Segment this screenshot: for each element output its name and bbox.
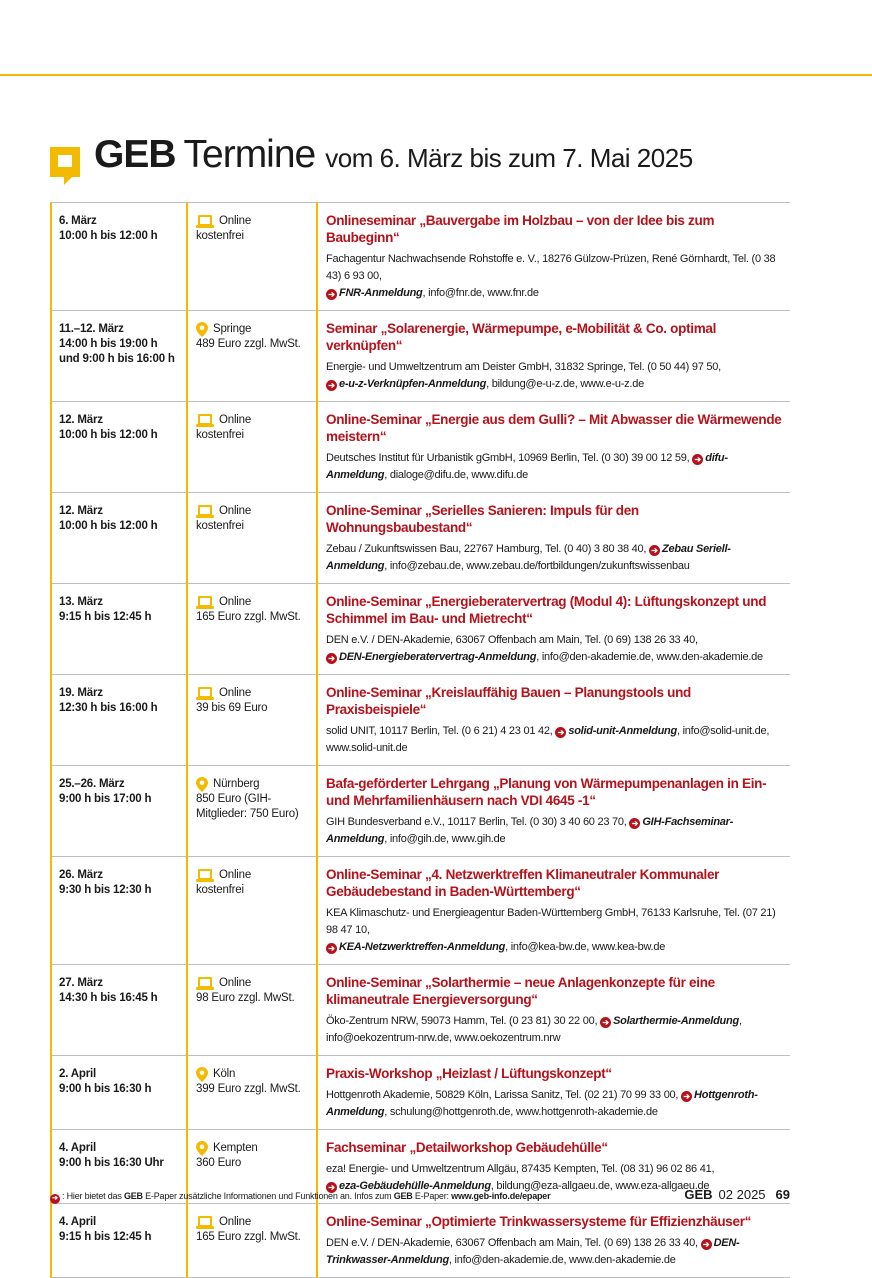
- event-location: Online: [219, 1216, 252, 1228]
- event-emails: , info@kea-bw.de, www.kea-bw.de: [505, 941, 666, 953]
- laptop-icon: [196, 505, 214, 518]
- event-organizer: KEA Klimaschutz- und Energieagentur Baden-Württemberg GmbH, 76133 Karlsruhe, Tel. (07 21) 98 47 10,: [326, 907, 776, 936]
- event-row: [51, 402, 790, 493]
- event-datetime: [51, 675, 187, 766]
- event-contact: [326, 814, 788, 848]
- event-row: [51, 493, 790, 584]
- footer-page-info: [684, 1187, 790, 1202]
- event-title: Seminar „Solarenergie, Wärmepumpe, e-Mobilität & Co. optimal verknüpfen“: [326, 321, 717, 353]
- event-datetime: [51, 493, 187, 584]
- event-date: 26. März: [59, 869, 103, 881]
- event-organizer: Hottgenroth Akademie, 50829 Köln, Larissa Sanitz, Tel. (02 21) 70 99 33 00,: [326, 1089, 682, 1101]
- registration-link[interactable]: Zebau Seriell-Anmeldung: [326, 543, 731, 572]
- event-location: Online: [219, 505, 252, 517]
- pin-icon: [196, 777, 208, 792]
- event-emails: , info@zebau.de, www.zebau.de/fortbildungen/zukunftswissenbau: [384, 560, 690, 572]
- event-time: 9:15 h bis 12:45 h: [59, 1231, 152, 1243]
- event-emails: , bildung@eza-allgaeu.de, www.eza-allgaeu.de: [490, 1180, 710, 1192]
- event-emails: , info@gih.de, www.gih.de: [384, 833, 506, 845]
- event-title: Online-Seminar „Solarthermie – neue Anlagenkonzepte für eine klimaneutrale Energieversorgung“: [326, 975, 715, 1007]
- event-price: 165 Euro zzgl. MwSt.: [196, 1231, 301, 1243]
- registration-arrow-icon: ➔: [326, 289, 337, 300]
- event-time: 10:00 h bis 12:00 h: [59, 520, 158, 532]
- registration-link[interactable]: Hottgenroth-Anmeldung: [326, 1089, 758, 1118]
- event-organizer: Deutsches Institut für Urbanistik gGmbH, 10969 Berlin, Tel. (0 30) 39 00 12 59,: [326, 452, 693, 464]
- event-title: Online-Seminar „4. Netzwerktreffen Klimaneutraler Kommunaler Gebäudebestand in Baden-Württemberg“: [326, 867, 720, 899]
- event-location: Online: [219, 414, 252, 426]
- event-price: 850 Euro (GIH-Mitglieder: 750 Euro): [196, 793, 299, 820]
- event-info: [317, 766, 790, 857]
- event-date: 13. März: [59, 596, 103, 608]
- event-emails: , schulung@hottgenroth.de, www.hottgenroth-akademie.de: [384, 1106, 658, 1118]
- event-datetime: [51, 1204, 187, 1278]
- event-location: Springe: [213, 323, 252, 335]
- event-emails: , info@oekozentrum-nrw.de, www.oekozentrum.nrw: [326, 1015, 742, 1044]
- registration-link[interactable]: e-u-z-Verknüpfen-Anmeldung: [339, 378, 487, 390]
- event-row: [51, 675, 790, 766]
- event-date: 4. April: [59, 1142, 96, 1154]
- event-datetime: [51, 1056, 187, 1130]
- event-location-cell: [187, 965, 317, 1056]
- event-datetime: [51, 965, 187, 1056]
- event-organizer: Öko-Zentrum NRW, 59073 Hamm, Tel. (0 23 81) 30 22 00,: [326, 1015, 601, 1027]
- event-time: 10:00 h bis 12:00 h: [59, 230, 158, 242]
- event-emails: , info@fnr.de, www.fnr.de: [422, 287, 539, 299]
- event-price: kostenfrei: [196, 429, 244, 441]
- registration-link[interactable]: eza-Gebäudehülle-Anmeldung: [339, 1180, 491, 1192]
- event-info: [317, 311, 790, 402]
- event-emails: , bildung@e-u-z.de, www.e-u-z.de: [486, 378, 644, 390]
- event-contact: [326, 1235, 788, 1269]
- registration-link[interactable]: Solarthermie-Anmeldung: [613, 1015, 739, 1027]
- event-emails: , dialoge@difu.de, www.difu.de: [384, 469, 528, 481]
- event-contact: [326, 905, 788, 956]
- registration-link[interactable]: difu-Anmeldung: [326, 452, 728, 481]
- event-location: Online: [219, 596, 252, 608]
- event-price: 489 Euro zzgl. MwSt.: [196, 338, 301, 350]
- event-row: [51, 203, 790, 311]
- registration-arrow-icon: ➔: [600, 1017, 611, 1028]
- registration-arrow-icon: ➔: [629, 818, 640, 829]
- heading-word: Termine: [183, 133, 316, 176]
- geb-logo-icon: [50, 147, 80, 177]
- registration-arrow-icon: ➔: [692, 454, 703, 465]
- pin-icon: [196, 1141, 208, 1156]
- event-time: 12:30 h bis 16:00 h: [59, 702, 158, 714]
- event-time: 9:00 h bis 16:30 h: [59, 1083, 152, 1095]
- registration-arrow-icon: ➔: [326, 380, 337, 391]
- event-datetime: [51, 311, 187, 402]
- footer-issue: 02 2025: [718, 1187, 766, 1202]
- registration-arrow-icon: ➔: [555, 727, 566, 738]
- event-location-cell: [187, 766, 317, 857]
- event-info: [317, 1204, 790, 1278]
- event-title: Online-Seminar „Energieberatervertrag (Modul 4): Lüftungskonzept und Schimmel im Bau- und Mietrecht“: [326, 594, 767, 626]
- page-heading: [50, 133, 693, 183]
- footer-note: ➔ : Hier bietet das GEB E-Paper zusätzliche Informationen und Funktionen an. Infos zum GEB E-Paper: www.geb-info.de/epaper: [50, 1191, 550, 1204]
- event-organizer: Zebau / Zukunftswissen Bau, 22767 Hamburg, Tel. (0 40) 3 80 38 40,: [326, 543, 650, 555]
- laptop-icon: [196, 869, 214, 882]
- events-table: [50, 202, 790, 1278]
- event-info: [317, 584, 790, 675]
- event-title: Online-Seminar „Energie aus dem Gulli? – Mit Abwasser die Wärmewende meistern“: [326, 412, 782, 444]
- event-info: [317, 1056, 790, 1130]
- event-location-cell: [187, 1056, 317, 1130]
- event-datetime: [51, 857, 187, 965]
- registration-arrow-icon: ➔: [649, 545, 660, 556]
- registration-arrow-icon: ➔: [326, 943, 337, 954]
- event-row: [51, 311, 790, 402]
- event-datetime: [51, 584, 187, 675]
- event-time: 9:00 h bis 16:30 Uhr: [59, 1157, 164, 1169]
- event-info: [317, 493, 790, 584]
- event-row: [51, 1204, 790, 1278]
- event-price: kostenfrei: [196, 884, 244, 896]
- event-time: 9:15 h bis 12:45 h: [59, 611, 152, 623]
- event-contact: [326, 632, 788, 666]
- event-info: [317, 965, 790, 1056]
- footer-brand: GEB: [684, 1187, 713, 1202]
- event-date: 2. April: [59, 1068, 96, 1080]
- laptop-icon: [196, 414, 214, 427]
- event-price: 360 Euro: [196, 1157, 242, 1169]
- event-price: 98 Euro zzgl. MwSt.: [196, 992, 295, 1004]
- event-row: [51, 584, 790, 675]
- event-organizer: GIH Bundesverband e.V., 10117 Berlin, Tel. (0 30) 3 40 60 23 70,: [326, 816, 630, 828]
- laptop-icon: [196, 977, 214, 990]
- event-price: 399 Euro zzgl. MwSt.: [196, 1083, 301, 1095]
- event-info: [317, 675, 790, 766]
- registration-link[interactable]: GIH-Fachseminar-Anmeldung: [326, 816, 734, 845]
- event-location-cell: [187, 857, 317, 965]
- event-location-cell: [187, 584, 317, 675]
- event-title: Online-Seminar „Kreislauffähig Bauen – Planungstools und Praxisbeispiele“: [326, 685, 692, 717]
- laptop-icon: [196, 215, 214, 228]
- event-contact: [326, 359, 788, 393]
- event-title: Bafa-geförderter Lehrgang „Planung von Wärmepumpenanlagen in Ein- und Mehrfamilienhäusern nach VDI 4645 -1“: [326, 776, 767, 808]
- event-title: Fachseminar „Detailworkshop Gebäudehülle“: [326, 1140, 608, 1155]
- event-location: Kempten: [213, 1142, 258, 1154]
- event-time: 14:00 h bis 19:00 h und 9:00 h bis 16:00 h: [59, 338, 175, 365]
- registration-link[interactable]: KEA-Netzwerktreffen-Anmeldung: [339, 941, 506, 953]
- event-datetime: [51, 402, 187, 493]
- event-time: 10:00 h bis 12:00 h: [59, 429, 158, 441]
- event-contact: [326, 723, 788, 757]
- event-location-cell: [187, 493, 317, 584]
- event-time: 9:30 h bis 12:30 h: [59, 884, 152, 896]
- event-info: [317, 857, 790, 965]
- event-row: [51, 857, 790, 965]
- registration-link[interactable]: solid-unit-Anmeldung: [568, 725, 677, 737]
- event-row: [51, 965, 790, 1056]
- event-date: 27. März: [59, 977, 103, 989]
- event-location-cell: [187, 311, 317, 402]
- event-location: Köln: [213, 1068, 236, 1080]
- event-contact: [326, 1087, 788, 1121]
- event-datetime: [51, 766, 187, 857]
- event-location-cell: [187, 402, 317, 493]
- event-datetime: [51, 203, 187, 311]
- event-date: 19. März: [59, 687, 103, 699]
- event-info: [317, 402, 790, 493]
- event-row: [51, 766, 790, 857]
- event-emails: , info@den-akademie.de, www.den-akademie.de: [448, 1254, 676, 1266]
- event-location-cell: [187, 675, 317, 766]
- footer: [50, 1187, 790, 1205]
- registration-link[interactable]: DEN-Trinkwasser-Anmeldung: [326, 1237, 740, 1266]
- event-contact: [326, 450, 788, 484]
- event-title: Praxis-Workshop „Heizlast / Lüftungskonzept“: [326, 1066, 612, 1081]
- event-date: 6. März: [59, 215, 97, 227]
- registration-arrow-icon: ➔: [326, 1182, 337, 1193]
- event-organizer: Energie- und Umweltzentrum am Deister GmbH, 31832 Springe, Tel. (0 50 44) 97 50,: [326, 361, 721, 373]
- event-price: 165 Euro zzgl. MwSt.: [196, 611, 301, 623]
- registration-link[interactable]: DEN-Energieberatervertrag-Anmeldung: [339, 651, 537, 663]
- event-location: Online: [219, 687, 252, 699]
- laptop-icon: [196, 596, 214, 609]
- registration-link[interactable]: FNR-Anmeldung: [339, 287, 423, 299]
- event-price: kostenfrei: [196, 520, 244, 532]
- event-organizer: DEN e.V. / DEN-Akademie, 63067 Offenbach am Main, Tel. (0 69) 138 26 33 40,: [326, 1237, 701, 1249]
- event-contact: [326, 1013, 788, 1047]
- page-number: 69: [775, 1187, 790, 1202]
- epaper-url-link[interactable]: www.geb-info.de/epaper: [451, 1191, 551, 1201]
- heading-date-range: vom 6. März bis zum 7. Mai 2025: [325, 143, 693, 173]
- top-rule: [0, 74, 872, 76]
- event-price: kostenfrei: [196, 230, 244, 242]
- event-date: 12. März: [59, 505, 103, 517]
- pin-icon: [196, 322, 208, 337]
- event-location: Online: [219, 215, 252, 227]
- registration-arrow-icon: ➔: [681, 1091, 692, 1102]
- event-info: [317, 203, 790, 311]
- event-time: 14:30 h bis 16:45 h: [59, 992, 158, 1004]
- laptop-icon: [196, 1216, 214, 1229]
- event-contact: [326, 251, 788, 302]
- event-location-cell: [187, 1204, 317, 1278]
- event-date: 4. April: [59, 1216, 96, 1228]
- event-date: 12. März: [59, 414, 103, 426]
- event-date: 25.–26. März: [59, 778, 125, 790]
- event-emails: , info@solid-unit.de, www.solid-unit.de: [326, 725, 770, 754]
- event-organizer: eza! Energie- und Umweltzentrum Allgäu, 87435 Kempten, Tel. (08 31) 96 02 86 41,: [326, 1163, 715, 1175]
- pin-icon: [196, 1067, 208, 1082]
- laptop-icon: [196, 687, 214, 700]
- event-price: 39 bis 69 Euro: [196, 702, 268, 714]
- registration-arrow-icon: ➔: [326, 653, 337, 664]
- event-location-cell: [187, 203, 317, 311]
- event-location: Nürnberg: [213, 778, 260, 790]
- event-title: Online-Seminar „Serielles Sanieren: Impuls für den Wohnungsbaubestand“: [326, 503, 639, 535]
- event-time: 9:00 h bis 17:00 h: [59, 793, 152, 805]
- event-organizer: DEN e.V. / DEN-Akademie, 63067 Offenbach am Main, Tel. (0 69) 138 26 33 40,: [326, 634, 698, 646]
- event-location: Online: [219, 869, 252, 881]
- registration-arrow-icon: ➔: [701, 1239, 712, 1250]
- event-organizer: solid UNIT, 10117 Berlin, Tel. (0 6 21) 4 23 01 42,: [326, 725, 556, 737]
- event-location: Online: [219, 977, 252, 989]
- event-title: Onlineseminar „Bauvergabe im Holzbau – von der Idee bis zum Baubeginn“: [326, 213, 715, 245]
- epaper-arrow-icon: ➔: [50, 1194, 60, 1204]
- event-date: 11.–12. März: [59, 323, 124, 335]
- heading-brand: GEB: [94, 133, 176, 176]
- event-title: Online-Seminar „Optimierte Trinkwassersysteme für Effizienzhäuser“: [326, 1214, 752, 1229]
- event-emails: , info@den-akademie.de, www.den-akademie.de: [536, 651, 763, 663]
- event-contact: [326, 541, 788, 575]
- event-row: [51, 1056, 790, 1130]
- event-organizer: Fachagentur Nachwachsende Rohstoffe e. V., 18276 Gülzow-Prüzen, René Görnhardt, Tel. (0 38 43) 6 93 00,: [326, 253, 776, 282]
